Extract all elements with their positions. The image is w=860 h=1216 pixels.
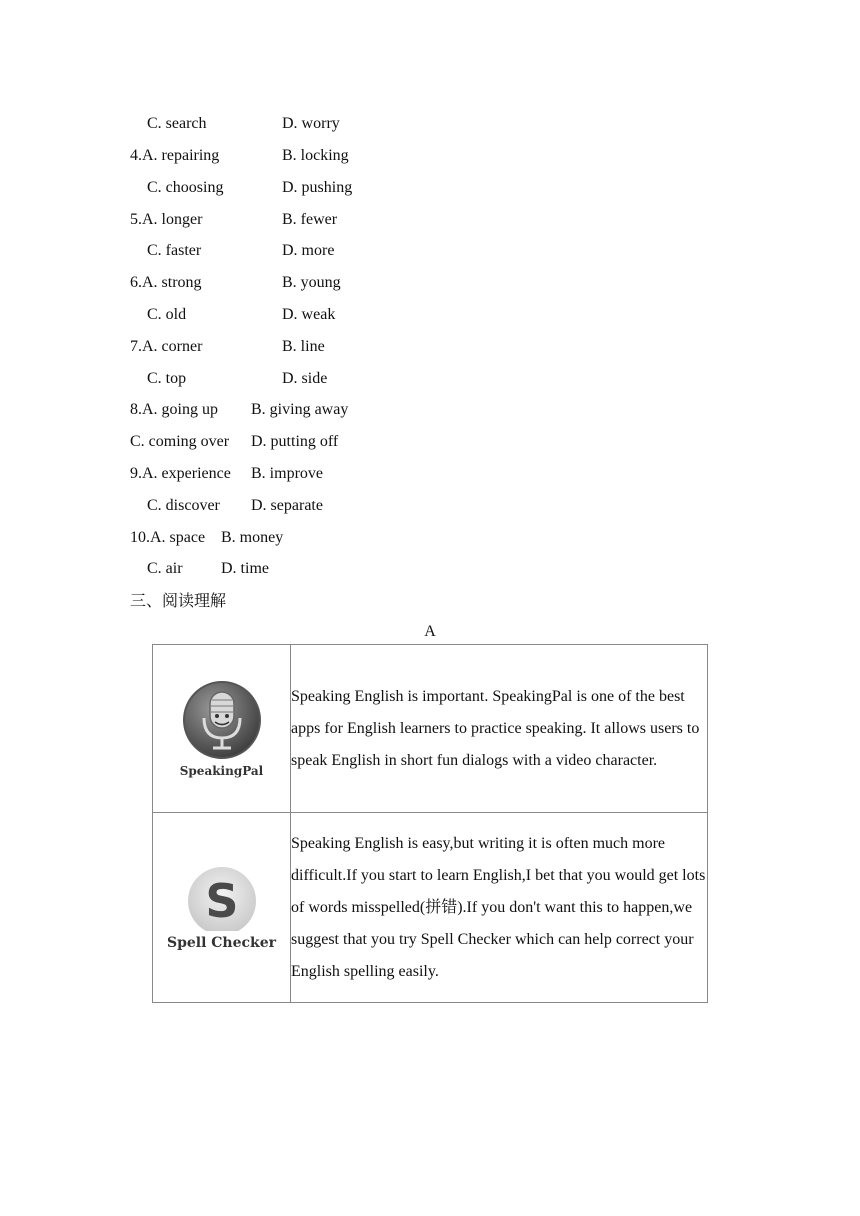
option-d: D. more [282,242,335,259]
section-heading: 三、阅读理解 [130,591,227,610]
app-description: Speaking English is easy,but writing it is often much more difficult.If you start to learn English,I bet that you would get lots of words misspelled(拼错).If you don't want this to happen,we suggest that you try Spell Checker which can help correct your English spelling easily. [291,813,708,1003]
svg-text:S: S [204,873,239,928]
logo-cell [153,645,291,813]
microphone-icon [182,680,262,760]
option-a: 7.A. corner [130,338,203,355]
logo-caption: SpeakingPal [179,763,264,778]
spell-checker-logo [167,865,276,951]
option-c: C. search [147,115,207,132]
option-d: D. time [221,560,269,577]
passage-label: A [424,623,436,640]
option-c: C. faster [147,242,202,259]
logo-caption: Spell Checker [166,934,277,951]
option-b: B. young [282,274,341,291]
option-b: B. giving away [251,401,349,418]
option-c: C. air [147,560,183,577]
option-b: B. fewer [282,211,338,228]
option-a: 6.A. strong [130,274,202,291]
option-a: 10.A. space [130,529,206,546]
letter-s-icon [180,865,264,931]
option-c: C. discover [147,497,220,514]
option-c: C. coming over [130,433,230,450]
option-b: B. money [221,529,284,546]
option-a: 5.A. longer [130,211,203,228]
option-d: D. separate [251,497,323,514]
option-b: B. line [282,338,325,355]
option-d: D. worry [282,115,340,132]
option-b: B. improve [251,465,323,482]
apps-table [152,644,708,1003]
table-row [153,645,708,813]
table-row [153,813,708,1003]
option-c: C. choosing [147,179,224,196]
option-a: 9.A. experience [130,465,231,482]
option-d: D. side [282,370,328,387]
option-d: D. weak [282,306,336,323]
option-d: D. putting off [251,433,339,450]
logo-cell [153,813,291,1003]
option-d: D. pushing [282,179,353,196]
option-c: C. old [147,306,187,323]
option-b: B. locking [282,147,349,164]
app-description: Speaking English is important. SpeakingPal is one of the best apps for English learners to practice speaking. It allows users to speak English in short fun dialogs with a video character. [291,645,708,813]
option-c: C. top [147,370,187,387]
option-a: 4.A. repairing [130,147,220,164]
option-a: 8.A. going up [130,401,218,418]
speakingpal-logo [180,680,264,778]
